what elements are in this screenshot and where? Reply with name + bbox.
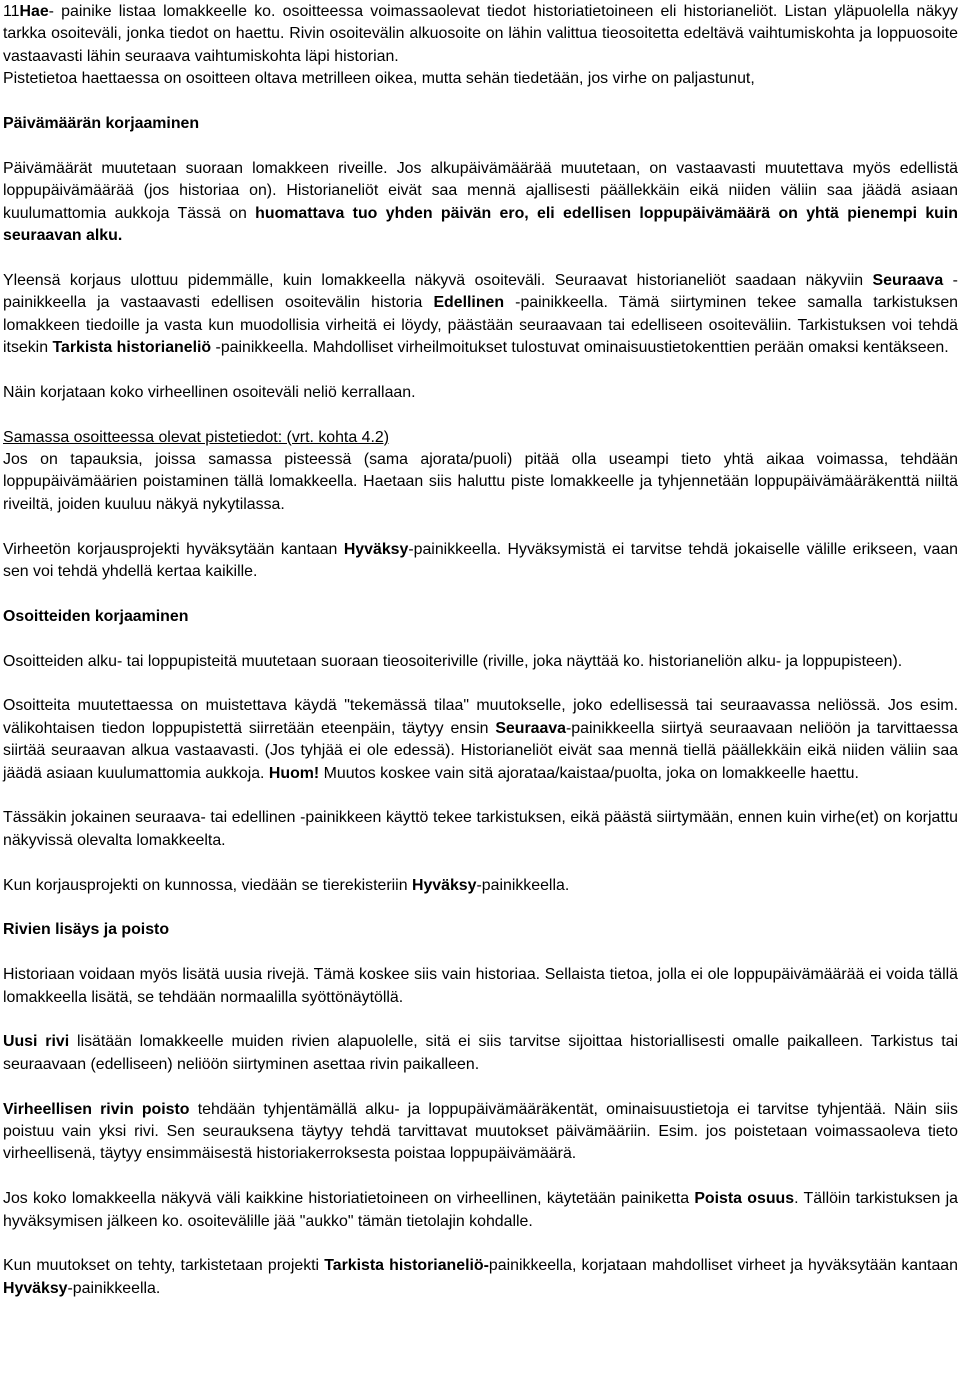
rows-text: Kun muutokset on tehty, tarkistetaan projekti xyxy=(3,1257,325,1275)
new-row-term: Uusi rivi xyxy=(3,1033,70,1051)
rows-paragraph-4 xyxy=(3,1188,958,1233)
rows-text: painikkeella, korjataan mahdolliset virheet ja hyväksytään kantaan xyxy=(488,1257,958,1275)
heading-address-correction: Osoitteiden korjaaminen xyxy=(3,607,189,625)
rows-text: . Tällöin tarkistuksen ja hyväksymisen jälkeen ko. osoitevälille jää "aukko" tämän tietolajin kohdalle. xyxy=(3,1190,958,1230)
hyvaksy-button-name: Hyväksy xyxy=(3,1279,68,1297)
heading-date-correction: Päivämäärän korjaaminen xyxy=(3,115,200,133)
dates-paragraph-3: Näin korjataan koko virheellinen osoiteväli neliö kerrallaan. xyxy=(3,383,416,401)
point-data-paragraph: Pistetietoa haettaessa on osoitteen oltava metrilleen oikea, mutta sehän tiedetään, jos virhe on paljastunut, xyxy=(3,70,755,88)
seuraava-button-name: Seuraava xyxy=(872,271,944,289)
addresses-text: -painikkeella. xyxy=(476,876,570,894)
row-removal-term: Virheellisen rivin poisto xyxy=(3,1100,190,1118)
addresses-text: Osoitteita muutettaessa on muistettava käydä "tekemässä tilaa" muutokselle, joko edellisessä tai seuraavassa neliössä. Jos esim. välikohtaisen tiedon loppupistettä siirretään eteenpäin, täytyy ensin xyxy=(3,697,958,737)
rows-text: -painikkeella. xyxy=(67,1279,161,1297)
heading-row-add-remove: Rivien lisäys ja poisto xyxy=(3,921,170,939)
addresses-paragraph-3: Tässäkin jokainen seuraava- tai edellinen -painikkeen käyttö tekee tarkistuksen, eikä päästä siirtymään, ennen kuin virhe(et) on korjattu näkyvissä olevalta lomakkeelta. xyxy=(3,809,958,849)
rows-paragraph-2 xyxy=(3,1031,958,1076)
addresses-text: Muutos koskee vain sitä ajorataa/kaistaa/puolta, joka on lomakkeelle haettu. xyxy=(319,764,859,782)
addresses-paragraph-1: Osoitteiden alku- tai loppupisteitä muutetaan suoraan tieosoiteriville (riville, joka näyttää ko. historianeliön alku- ja loppupisteen). xyxy=(3,652,903,670)
rows-paragraph-3 xyxy=(3,1099,958,1166)
huom-emphasis: Huom! xyxy=(268,764,320,782)
dates-paragraph-4 xyxy=(3,427,958,517)
dates-paragraph-5 xyxy=(3,539,958,584)
point-data-subheading: Samassa osoitteessa olevat pistetiedot: (vrt. kohta 4.2) xyxy=(3,428,389,446)
dates-text: Päivämäärät muutetaan suoraan lomakkeen riveille. Jos alkupäivämäärää muutetaan, on vastaavasti muutettava myös edellistä loppupäivämäärää (jos historiaa on). Historianeliöt eivät saa mennä ajallisesti päällekkäin eikä niiden väliin saa jäädä asiaan kuulumattomia aukkoja Tässä on xyxy=(3,159,958,222)
tarkista-button-name: Tarkista historianeliö xyxy=(52,339,212,357)
intro-paragraph xyxy=(3,1,958,68)
dates-text: -painikkeella. Mahdolliset virheilmoitukset tulostuvat ominaisuustietokenttien perään omaksi kentäkseen. xyxy=(211,339,949,357)
addresses-text: -painikkeella siirtyä seuraavaan neliöön ja tarvittaessa siirtää seuraavan alkua vastaavasti. (Jos tyhjää ei ole edessä). Historianeliöt eivät saa mennä tiellä päällekkäin eikä niiden väliin saa jäädä asiaan kuulumattomia aukkoja. xyxy=(3,719,958,782)
dates-paragraph-1 xyxy=(3,158,958,248)
poista-osuus-button-name: Poista osuus xyxy=(694,1190,795,1208)
addresses-text: Kun korjausprojekti on kunnossa, viedään se tierekisteriin xyxy=(3,876,412,894)
addresses-paragraph-2 xyxy=(3,695,958,785)
addresses-paragraph-4 xyxy=(3,875,958,897)
rows-text: tehdään tyhjentämällä alku- ja loppupäivämääräkentät, ominaisuustietoja ei tarvitse tyhjentää. Näin siis poistuu vain yksi rivi. Sen seurauksena täytyy tehdä tarvittavat muutokset päivämääriin. Esim. jos poistetaan voimassaoleva tieto virheellisenä, täytyy ensimmäisestä historiakerroksesta poistaa loppupäivämäärä. xyxy=(3,1100,958,1163)
tarkista-button-name: Tarkista historianeliö- xyxy=(324,1257,489,1275)
dates-paragraph-2 xyxy=(3,270,958,360)
dates-text: -painikkeella. Hyväksymistä ei tarvitse tehdä jokaiselle välille erikseen, vaan sen voi tehdä yhdellä kertaa kaikille. xyxy=(3,540,958,581)
rows-paragraph-5 xyxy=(3,1255,958,1300)
dates-text: -painikkeella. Tämä siirtyminen tekee samalla tarkistuksen lomakkeen tiedoille ja vasta kun muodollisia virheitä ei löydy, päästään seuraavaan tai edelliseen osoiteväliin. Tarkistuksen voi tehdä itsekin xyxy=(3,294,958,357)
rows-text: Jos koko lomakkeella näkyvä väli kaikkine historiatietoineen on virheellinen, käytetään painiketta xyxy=(3,1190,695,1208)
rows-text: lisätään lomakkeelle muiden rivien alapuolelle, sitä ei siis tarvitse sijoittaa historiallisesti omalle paikalleen. Tarkistus tai seuraavaan (edelliseen) neliöön siirtyminen asettaa rivin paikalleen. xyxy=(3,1033,959,1073)
footnote-number: 11 xyxy=(3,3,20,20)
hyvaksy-button-name: Hyväksy xyxy=(411,876,477,894)
seuraava-button-name: Seuraava xyxy=(495,719,566,737)
hae-button-name: Hae xyxy=(19,3,49,20)
dates-emphasis: huomattava tuo yhden päivän ero, eli edellisen loppupäivämäärä on yhtä pienempi kuin seuraavan alku. xyxy=(3,204,958,245)
hyvaksy-button-name: Hyväksy xyxy=(343,540,409,558)
dates-text: Jos on tapauksia, joissa samassa pisteessä (sama ajorata/puoli) pitää olla useampi tieto yhtä aikaa voimassa, tehdään loppupäivämäärien poistaminen tällä lomakkeella. Haetaan siis haluttu piste lomakkeelle ja tyhjennetään loppupäivämääräkenttä niiltä riveiltä, joiden kuuluu näkyä nykytilassa. xyxy=(3,451,958,513)
dates-text: Virheetön korjausprojekti hyväksytään kantaan xyxy=(3,540,344,558)
dates-text: Yleensä korjaus ulottuu pidemmälle, kuin lomakkeella näkyvä osoiteväli. Seuraavat historianeliöt saadaan näkyviin xyxy=(3,271,873,289)
rows-paragraph-1: Historiaan voidaan myös lisätä uusia rivejä. Tämä koskee siis vain historiaa. Sellaista tietoa, jolla ei ole loppupäivämäärää ei voida tällä lomakkeella lisätä, se tehdään normaalilla syöttönäytöllä. xyxy=(3,966,958,1006)
intro-text: - painike listaa lomakkeelle ko. osoitteessa voimassaolevat tiedot historiatietoineen eli historianeliöt. Listan yläpuolella näkyy tarkka osoiteväli, jonka tiedot on haettu. Rivin osoitevälin alkuosoite on lähin valittua tieosoitetta edeltävä vaihtumiskohta ja loppuosoite vastaavasti lähin seuraava vaihtumiskohta läpi historian. xyxy=(3,3,958,65)
dates-text: -painikkeella ja vastaavasti edellisen osoitevälin historia xyxy=(3,271,958,312)
edellinen-button-name: Edellinen xyxy=(433,294,505,312)
